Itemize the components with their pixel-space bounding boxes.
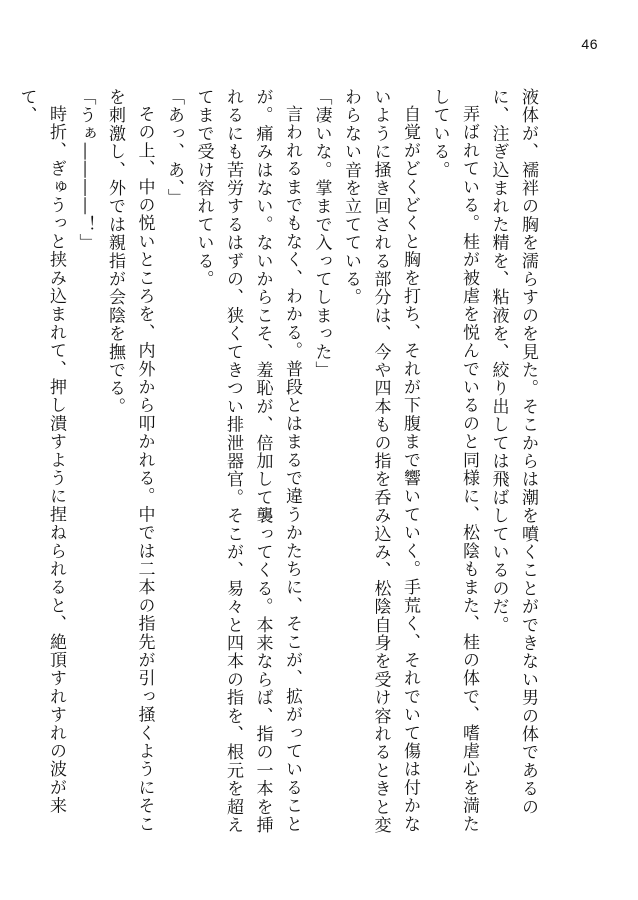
paragraph: 自覚がどくどくと胸を打ち、それが下腹まで響いていく。手荒く、それでいて傷は付かないように掻き回される部分は、今や四本もの指を呑み込み、松陰自身を受け容れるときと変わらない音を立てている。 [341, 88, 420, 835]
dialogue-line: 「うぁ――――！」 [75, 88, 96, 252]
paragraph: その上、中の悦いところを、内外から叩かれる。中では二本の指先が引っ掻くようにそこを刺激し、外では親指が会陰を撫でる。 [105, 88, 155, 833]
vertical-text-body [16, 88, 542, 848]
paragraph: 時折、ぎゅうっと挟み込まれて、押し潰すように捏ねられると、絶頂すれすれの波が来て、 [16, 88, 66, 815]
paragraph: 言われるまでもなく、わかる。普段とはまるで違うかたちに、そこが、拡がっていることが。痛みはない。ないからこそ、羞恥が、倍加して襲ってくる。本来ならば、指の一本を挿れるにも苦労するはずの、狭くてきつい排泄器官。そこが、易々と四本の指を、根元を超えてまで受け容れている。 [193, 88, 302, 835]
dialogue-line: 「あっ、あ、」 [164, 88, 184, 207]
paragraph: 弄ばれている。桂が被虐を悦んでいるのと同様に、松陰もまた、桂の体で、嗜虐心を満たしている。 [429, 88, 479, 833]
page-number: 46 [581, 36, 598, 52]
dialogue-line: 「凄いな。掌まで入ってしまった」 [311, 88, 332, 380]
paragraph: 液体が、襦袢の胸を濡らすのを見た。そこからは潮を噴くことができない男の体であるのに、注ぎ込まれた精を、粘液を、絞り出しては飛ばしているのだ。 [488, 88, 538, 816]
